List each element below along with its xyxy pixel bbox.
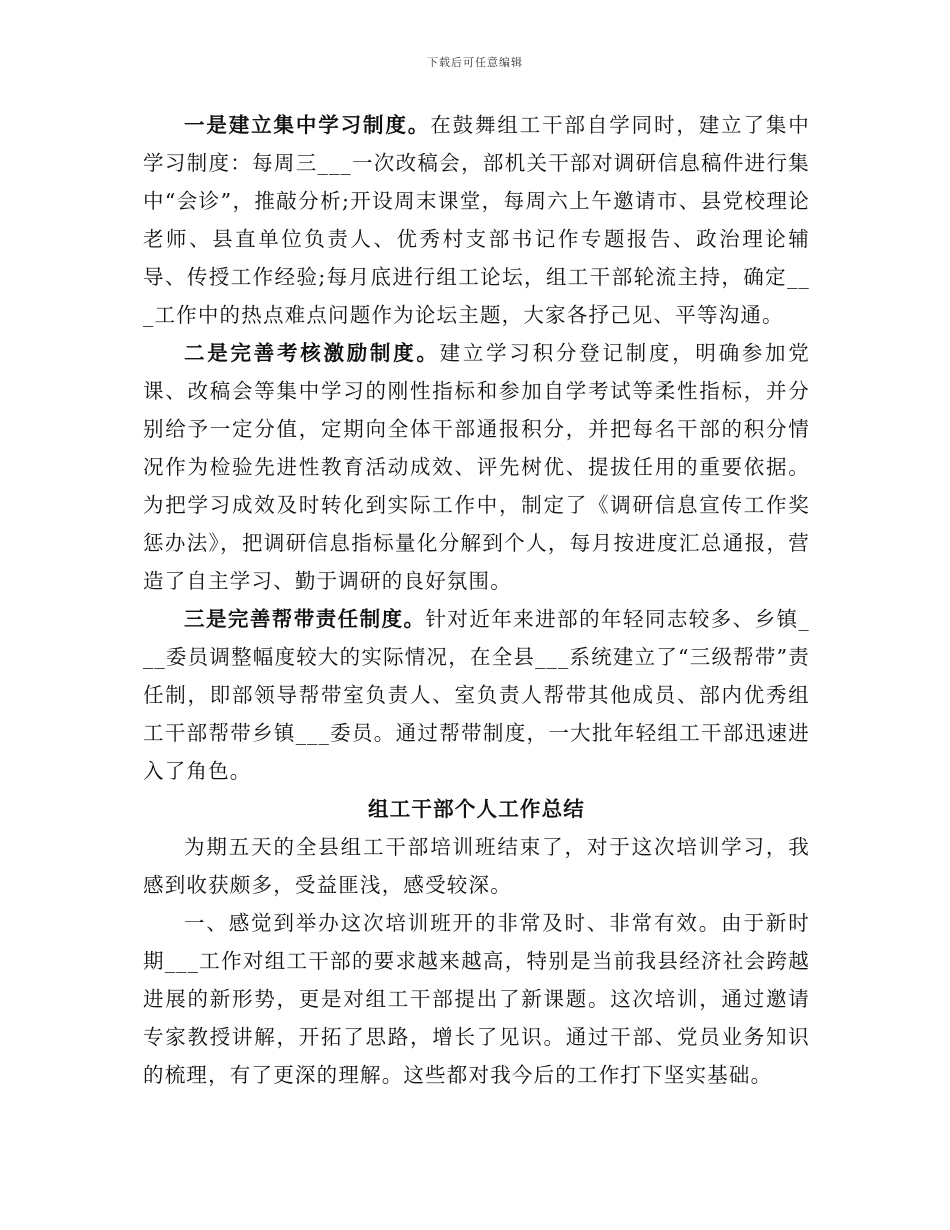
paragraph-text: 在鼓舞组工干部自学同时，建立了集中学习制度：每周三___一次改稿会，部机关干部对调研信息稿件进行集中“会诊”，推敲分析;开设周末课堂，每周六上午邀请市、县党校理论老师、县直单位负责人、优秀村支部书记作专题报告、政治理论辅导、传授工作经验;每月底进行组工论坛，组工干部轮流主持，确定___工作中的热点难点问题作为论坛主题，大家各抒己见、平等沟通。	[143, 113, 811, 327]
paragraph-text: 建立学习积分登记制度，明确参加党课、改稿会等集中学习的刚性指标和参加自学考试等柔性指标，并分别给予一定分值，定期向全体干部通报积分，并把每名干部的积分情况作为检验先进性教育活动成效、评先树优、提拔任用的重要依据。为把学习成效及时转化到实际工作中，制定了《调研信息宣传工作奖惩办法》，把调研信息指标量化分解到个人，每月按进度汇总通报，营造了自主学习、勤于调研的良好氛围。	[143, 341, 811, 593]
paragraph-text: 针对近年来进部的年轻同志较多、乡镇___委员调整幅度较大的实际情况，在全县___系统建立了“三级帮带”责任制，即部领导帮带室负责人、室负责人帮带其他成员、部内优秀组工干部帮带乡镇___委员。通过帮带制度，一大批年轻组工干部迅速进入了角色。	[143, 607, 810, 783]
paragraph-study-system	[143, 106, 810, 334]
section-title: 组工干部个人工作总结	[368, 797, 585, 821]
paragraph-lead: 二是完善考核激励制度。	[184, 341, 440, 365]
paragraph-mentoring-system	[143, 600, 810, 790]
document-body	[143, 106, 810, 1094]
page-header: 下载后可任意编辑	[427, 56, 523, 69]
paragraph-summary-point-one: 一、感觉到举办这次培训班开的非常及时、非常有效。由于新时期___工作对组工干部的要求越来越高，特别是当前我县经济社会跨越进展的新形势，更是对组工干部提出了新课题。这次培训，通过邀请专家教授讲解，开拓了思路，增长了见识。通过干部、党员业务知识的梳理，有了更深的理解。这些都对我今后的工作打下坚实基础。	[143, 911, 810, 1087]
paragraph-summary-intro: 为期五天的全县组工干部培训班结束了，对于这次培训学习，我感到收获颇多，受益匪浅，感受较深。	[143, 835, 810, 897]
paragraph-lead: 一是建立集中学习制度。	[184, 113, 431, 137]
paragraph-incentive-system	[143, 334, 810, 600]
paragraph-lead: 三是完善帮带责任制度。	[184, 607, 426, 631]
